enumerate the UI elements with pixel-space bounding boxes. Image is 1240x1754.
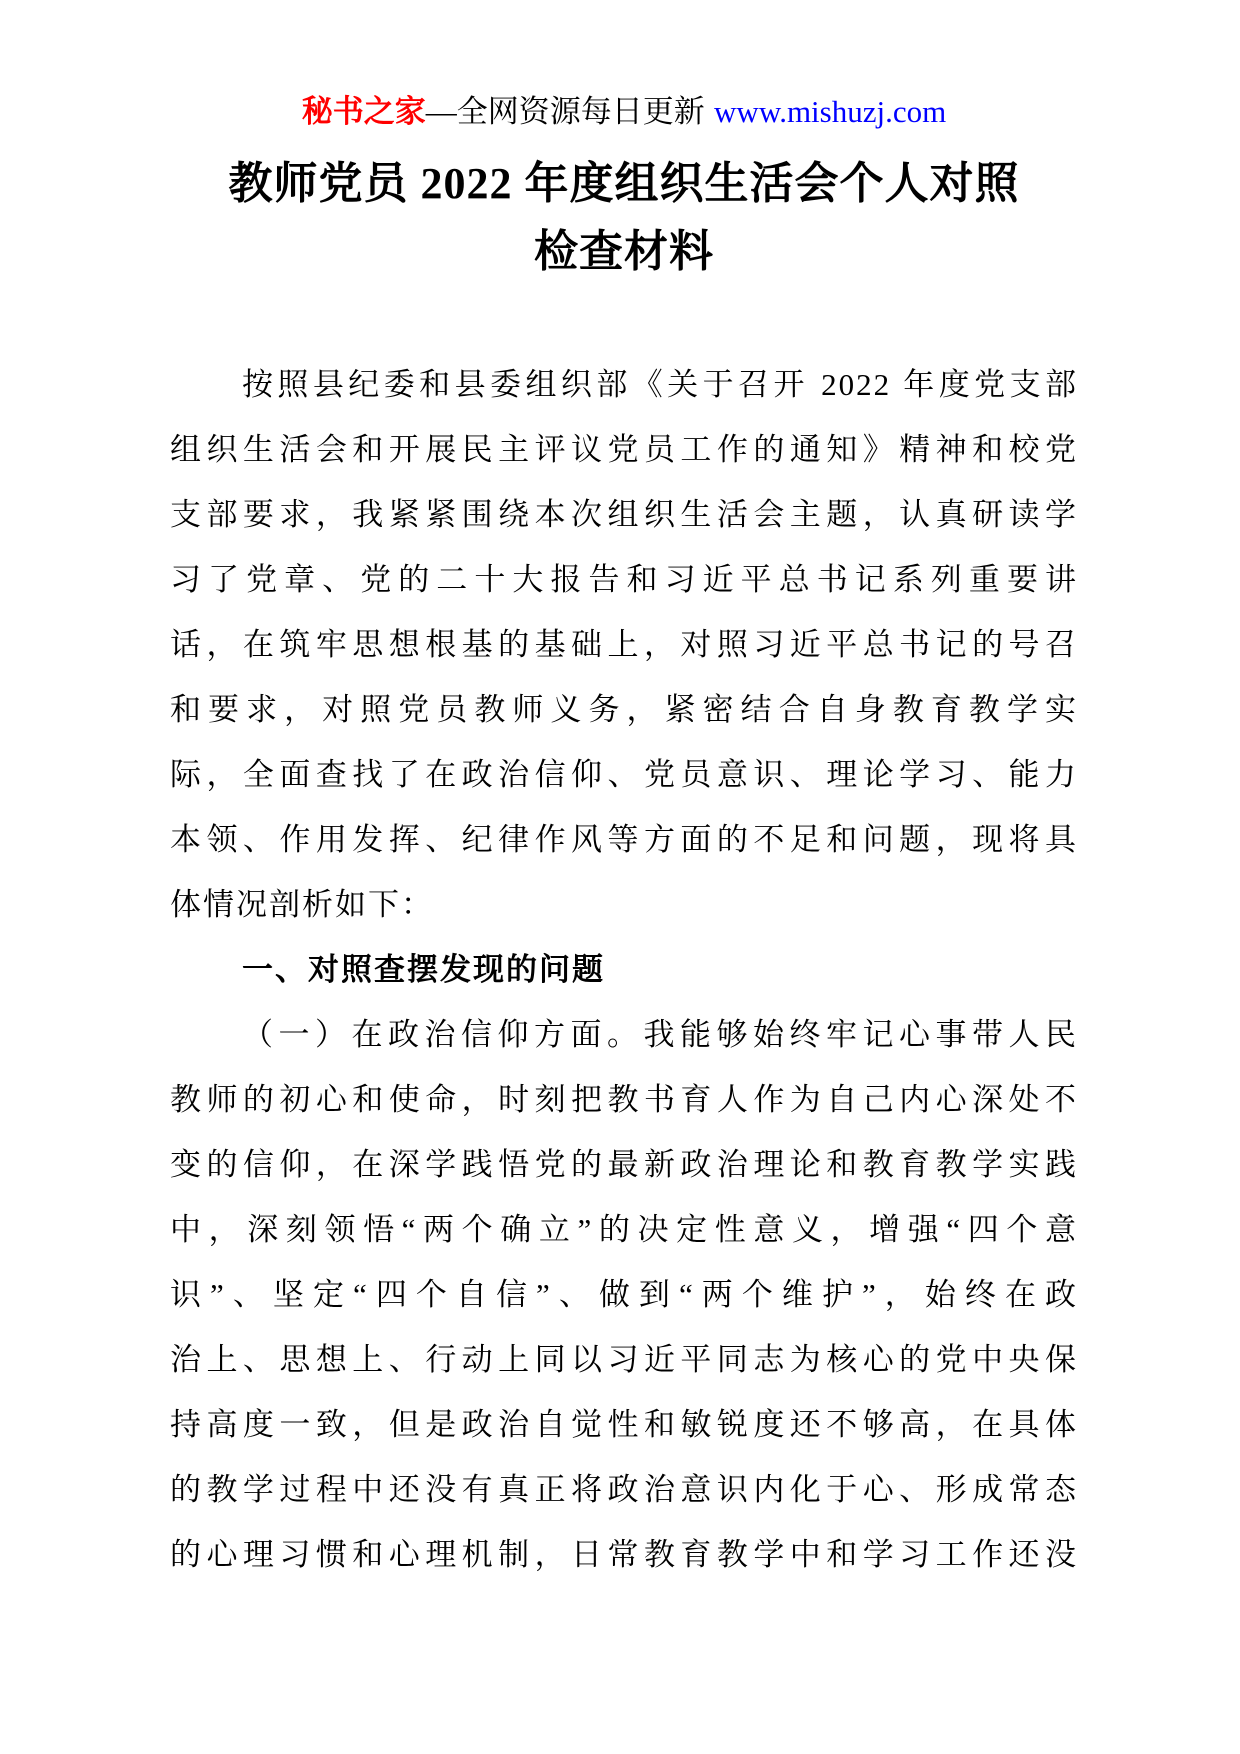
document-title bbox=[170, 150, 1078, 286]
body-line: 习了党章、党的二十大报告和习近平总书记系列重要讲 bbox=[170, 562, 1078, 597]
section-heading: 一、对照查摆发现的问题 bbox=[242, 952, 605, 987]
page-header bbox=[170, 90, 1078, 134]
body-line: （一）在政治信仰方面。我能够始终牢记心事带人民 bbox=[242, 1017, 1078, 1052]
site-name: 秘书之家 bbox=[301, 94, 426, 129]
body-line: 和要求，对照党员教师义务，紧密结合自身教育教学实 bbox=[170, 692, 1078, 727]
body-line: 按照县纪委和县委组织部《关于召开 2022 年度党支部 bbox=[242, 367, 1078, 402]
body-line: 际，全面查找了在政治信仰、党员意识、理论学习、能力 bbox=[170, 757, 1078, 792]
body-line: 支部要求，我紧紧围绕本次组织生活会主题，认真研读学 bbox=[170, 497, 1078, 532]
body-line: 持高度一致，但是政治自觉性和敏锐度还不够高，在具体 bbox=[170, 1407, 1078, 1442]
document-body bbox=[170, 352, 1078, 1587]
title-line-1: 教师党员 2022 年度组织生活会个人对照 bbox=[228, 159, 1020, 208]
body-line: 话，在筑牢思想根基的基础上，对照习近平总书记的号召 bbox=[170, 627, 1078, 662]
body-line: 组织生活会和开展民主评议党员工作的通知》精神和校党 bbox=[170, 432, 1078, 467]
body-line: 变的信仰，在深学践悟党的最新政治理论和教育教学实践 bbox=[170, 1147, 1078, 1182]
body-line: 中，深刻领悟“两个确立”的决定性意义，增强“四个意 bbox=[170, 1212, 1078, 1247]
body-line: 教师的初心和使命，时刻把教书育人作为自己内心深处不 bbox=[170, 1082, 1078, 1117]
title-line-2: 检查材料 bbox=[534, 227, 714, 276]
body-line: 治上、思想上、行动上同以习近平同志为核心的党中央保 bbox=[170, 1342, 1078, 1377]
body-line: 的心理习惯和心理机制，日常教育教学中和学习工作还没 bbox=[170, 1537, 1078, 1572]
header-tagline: —全网资源每日更新 bbox=[425, 94, 705, 129]
header-url-link[interactable]: www.mishuzj.com bbox=[714, 94, 947, 129]
body-line: 识”、坚定“四个自信”、做到“两个维护”，始终在政 bbox=[170, 1277, 1078, 1312]
body-line: 的教学过程中还没有真正将政治意识内化于心、形成常态 bbox=[170, 1472, 1078, 1507]
body-line: 本领、作用发挥、纪律作风等方面的不足和问题，现将具 bbox=[170, 822, 1078, 857]
body-line: 体情况剖析如下： bbox=[170, 887, 434, 922]
